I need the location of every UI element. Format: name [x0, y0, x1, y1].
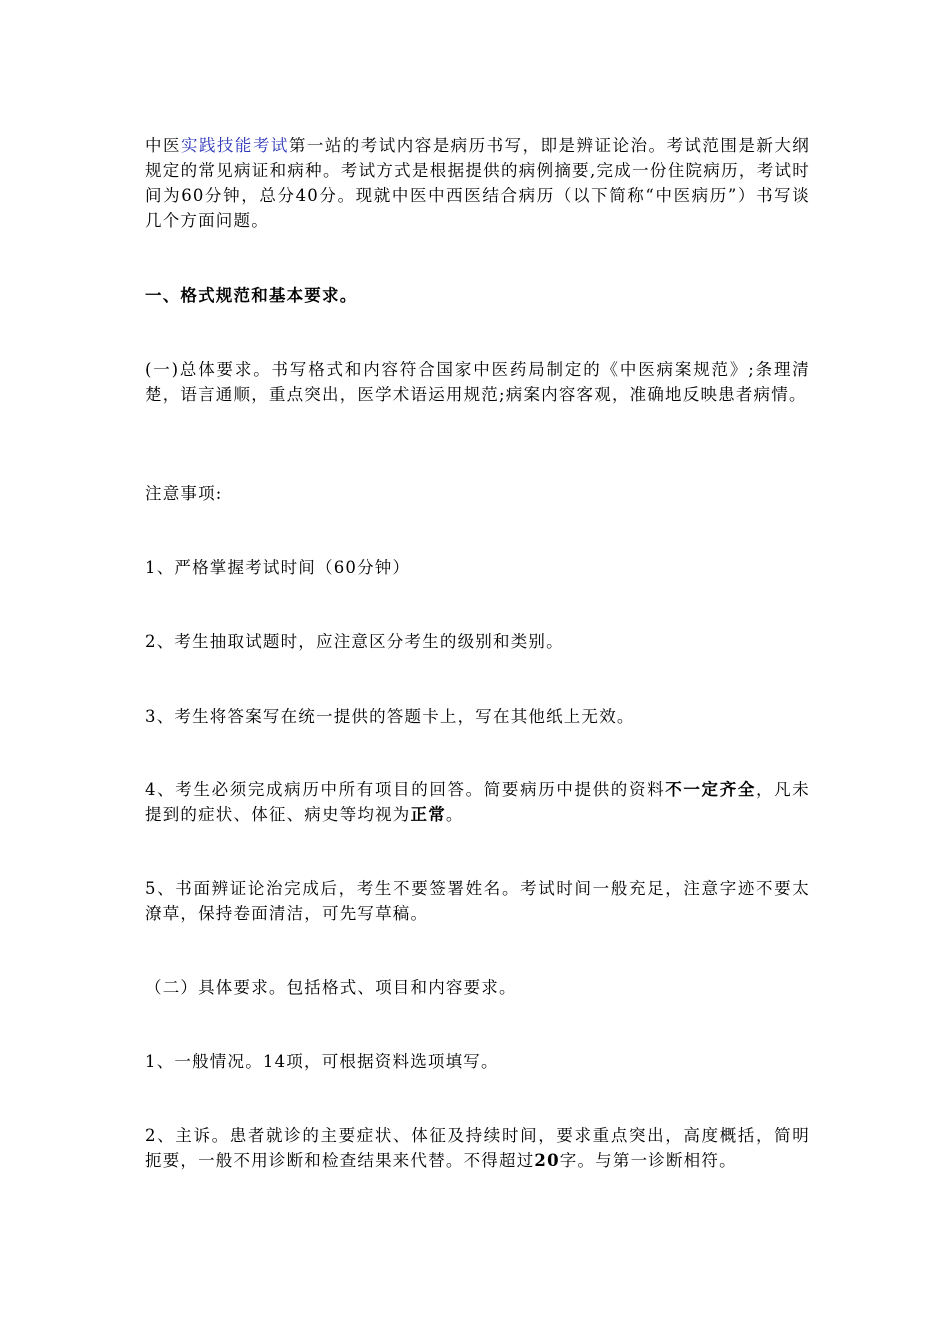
intro-paragraph: [145, 133, 810, 233]
note-item-4-text-b: ，凡未提到的症状、体征、病史等均视为: [145, 780, 810, 824]
general-requirements-paragraph: (一)总体要求。书写格式和内容符合国家中医药局制定的《中医病案规范》;条理清楚，语言通顺，重点突出，医学术语运用规范;病案内容客观，准确地反映患者病情。: [145, 360, 810, 404]
specific-requirements-title: （二）具体要求。包括格式、项目和内容要求。: [145, 978, 517, 997]
note-item-1: 1、严格掌握考试时间（60分钟）: [145, 558, 411, 577]
specific-item-1: 1、一般情况。14项，可根据资料选项填写。: [145, 1052, 499, 1071]
specific-item-2-bold-limit: 20: [534, 1151, 560, 1170]
specific-item-2-text-a: 2、主诉。患者就诊的主要症状、体征及持续时间，要求重点突出，高度概括，简明扼要，一般不用诊断和检查结果来代替。不得超过: [145, 1126, 810, 1170]
note-item-4-bold-normal: 正常: [410, 805, 446, 824]
practical-skills-exam-link[interactable]: 实践技能考试: [180, 136, 289, 155]
intro-prefix: 中医: [145, 136, 181, 155]
note-item-2: 2、考生抽取试题时，应注意区分考生的级别和类别。: [145, 632, 564, 651]
note-item-4-text-a: 4、考生必须完成病历中所有项目的回答。简要病历中提供的资料: [145, 780, 666, 799]
specific-item-2: [145, 1123, 810, 1173]
notes-title: 注意事项:: [145, 484, 223, 503]
intro-text: 第一站的考试内容是病历书写，即是辨证论治。考试范围是新大纲规定的常见病证和病种。考试方式是根据提供的病例摘要,完成一份住院病历，考试时间为60分钟，总分40分。现就中医中西医结合病历（以下简称“中医病历”）书写谈几个方面问题。: [145, 136, 810, 230]
note-item-3: 3、考生将答案写在统一提供的答题卡上，写在其他纸上无效。: [145, 707, 635, 726]
note-item-4-text-c: 。: [445, 805, 464, 824]
note-item-4: [145, 777, 810, 827]
note-item-4-bold-incomplete: 不一定齐全: [665, 780, 756, 799]
note-item-5: 5、书面辨证论治完成后，考生不要签署姓名。考试时间一般充足，注意字迹不要太潦草，保持卷面清洁，可先写草稿。: [145, 879, 810, 923]
specific-item-2-text-b: 字。与第一诊断相符。: [559, 1151, 737, 1170]
section-heading-format: 一、格式规范和基本要求。: [145, 286, 358, 305]
